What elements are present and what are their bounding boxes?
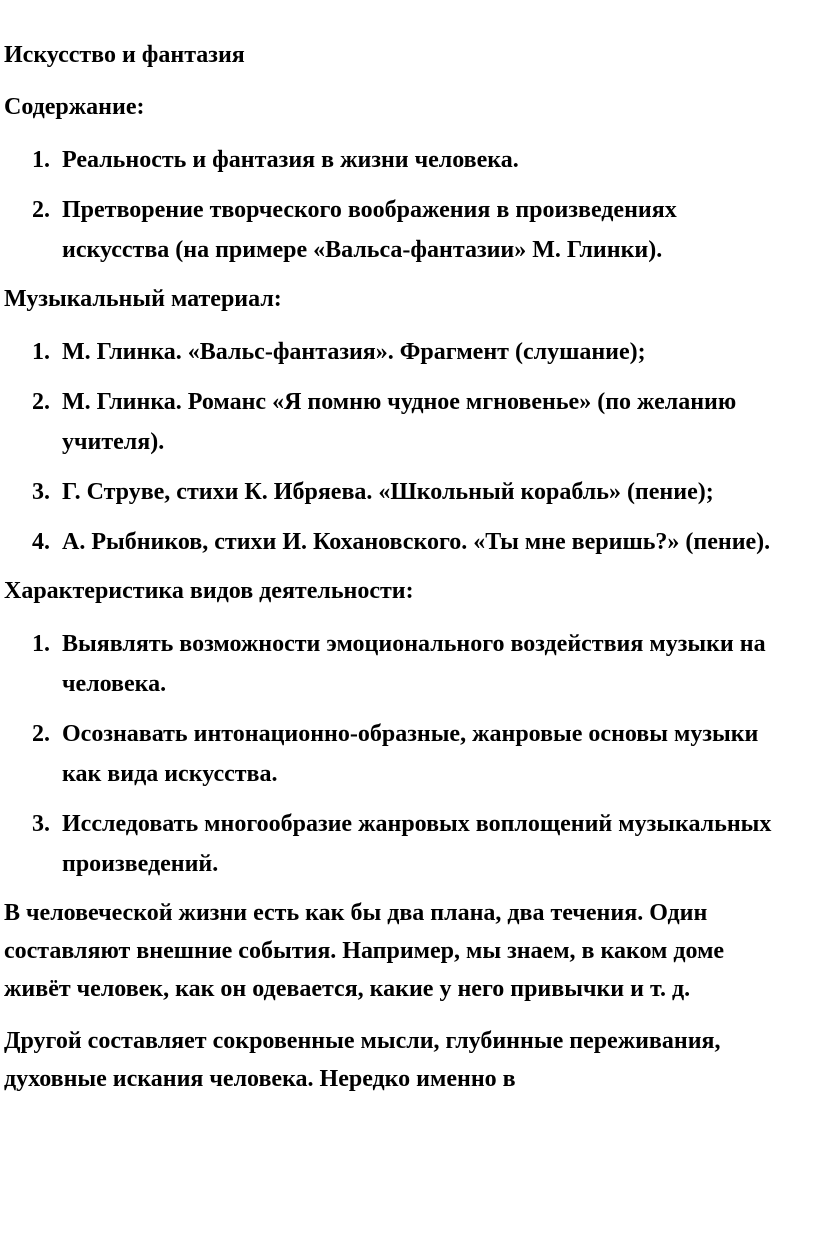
music-heading: Музыкальный материал: — [4, 286, 282, 312]
document-title: Искусство и фантазия — [4, 42, 245, 68]
list-item-number: 2. — [32, 389, 50, 415]
list-item-number: 3. — [32, 479, 50, 505]
list-item — [4, 472, 786, 512]
list-item-text: Выявлять возможности эмоционального воздействия музыки на человека. — [62, 631, 766, 697]
list-item-text: А. Рыбников, стихи И. Кохановского. «Ты мне веришь?» (пение). — [62, 529, 771, 555]
list-item-number: 3. — [32, 811, 50, 837]
list-item-number: 1. — [32, 631, 50, 657]
list-item — [4, 624, 786, 704]
list-item-text: Осознавать интонационно-образные, жанровые основы музыки как вида искусства. — [62, 721, 759, 787]
list-item-text: Исследовать многообразие жанровых воплощений музыкальных произведений. — [62, 811, 772, 877]
body-paragraph-1: В человеческой жизни есть как бы два плана, два течения. Один составляют внешние события. Например, мы знаем, в каком доме живёт человек, как он одевается, какие у него привычки и т. д. — [4, 900, 725, 1002]
list-item-text: Г. Струве, стихи К. Ибряева. «Школьный корабль» (пение); — [62, 479, 714, 505]
list-item — [4, 382, 786, 462]
list-item — [4, 804, 786, 884]
list-item-number: 1. — [32, 147, 50, 173]
list-item-text: Претворение творческого воображения в произведениях искусства (на примере «Вальса-фантазии» М. Глинки). — [62, 197, 677, 263]
list-item — [4, 522, 786, 562]
list-item — [4, 140, 786, 180]
list-item-text: М. Глинка. Романс «Я помню чудное мгновенье» (по желанию учителя). — [62, 389, 737, 455]
list-item — [4, 332, 786, 372]
list-item-text: М. Глинка. «Вальс-фантазия». Фрагмент (слушание); — [62, 339, 646, 365]
activity-heading: Характеристика видов деятельности: — [4, 578, 414, 604]
body-paragraph-2: Другой составляет сокровенные мысли, глубинные переживания, духовные искания человека. Нередко именно в — [4, 1028, 721, 1092]
list-item-number: 1. — [32, 339, 50, 365]
activity-list — [4, 624, 786, 884]
music-list — [4, 332, 786, 562]
contents-heading: Содержание: — [4, 94, 145, 120]
list-item-text: Реальность и фантазия в жизни человека. — [62, 147, 519, 173]
list-item-number: 2. — [32, 197, 50, 223]
list-item — [4, 714, 786, 794]
list-item-number: 2. — [32, 721, 50, 747]
list-item-number: 4. — [32, 529, 50, 555]
list-item — [4, 190, 786, 270]
contents-list — [4, 140, 786, 270]
